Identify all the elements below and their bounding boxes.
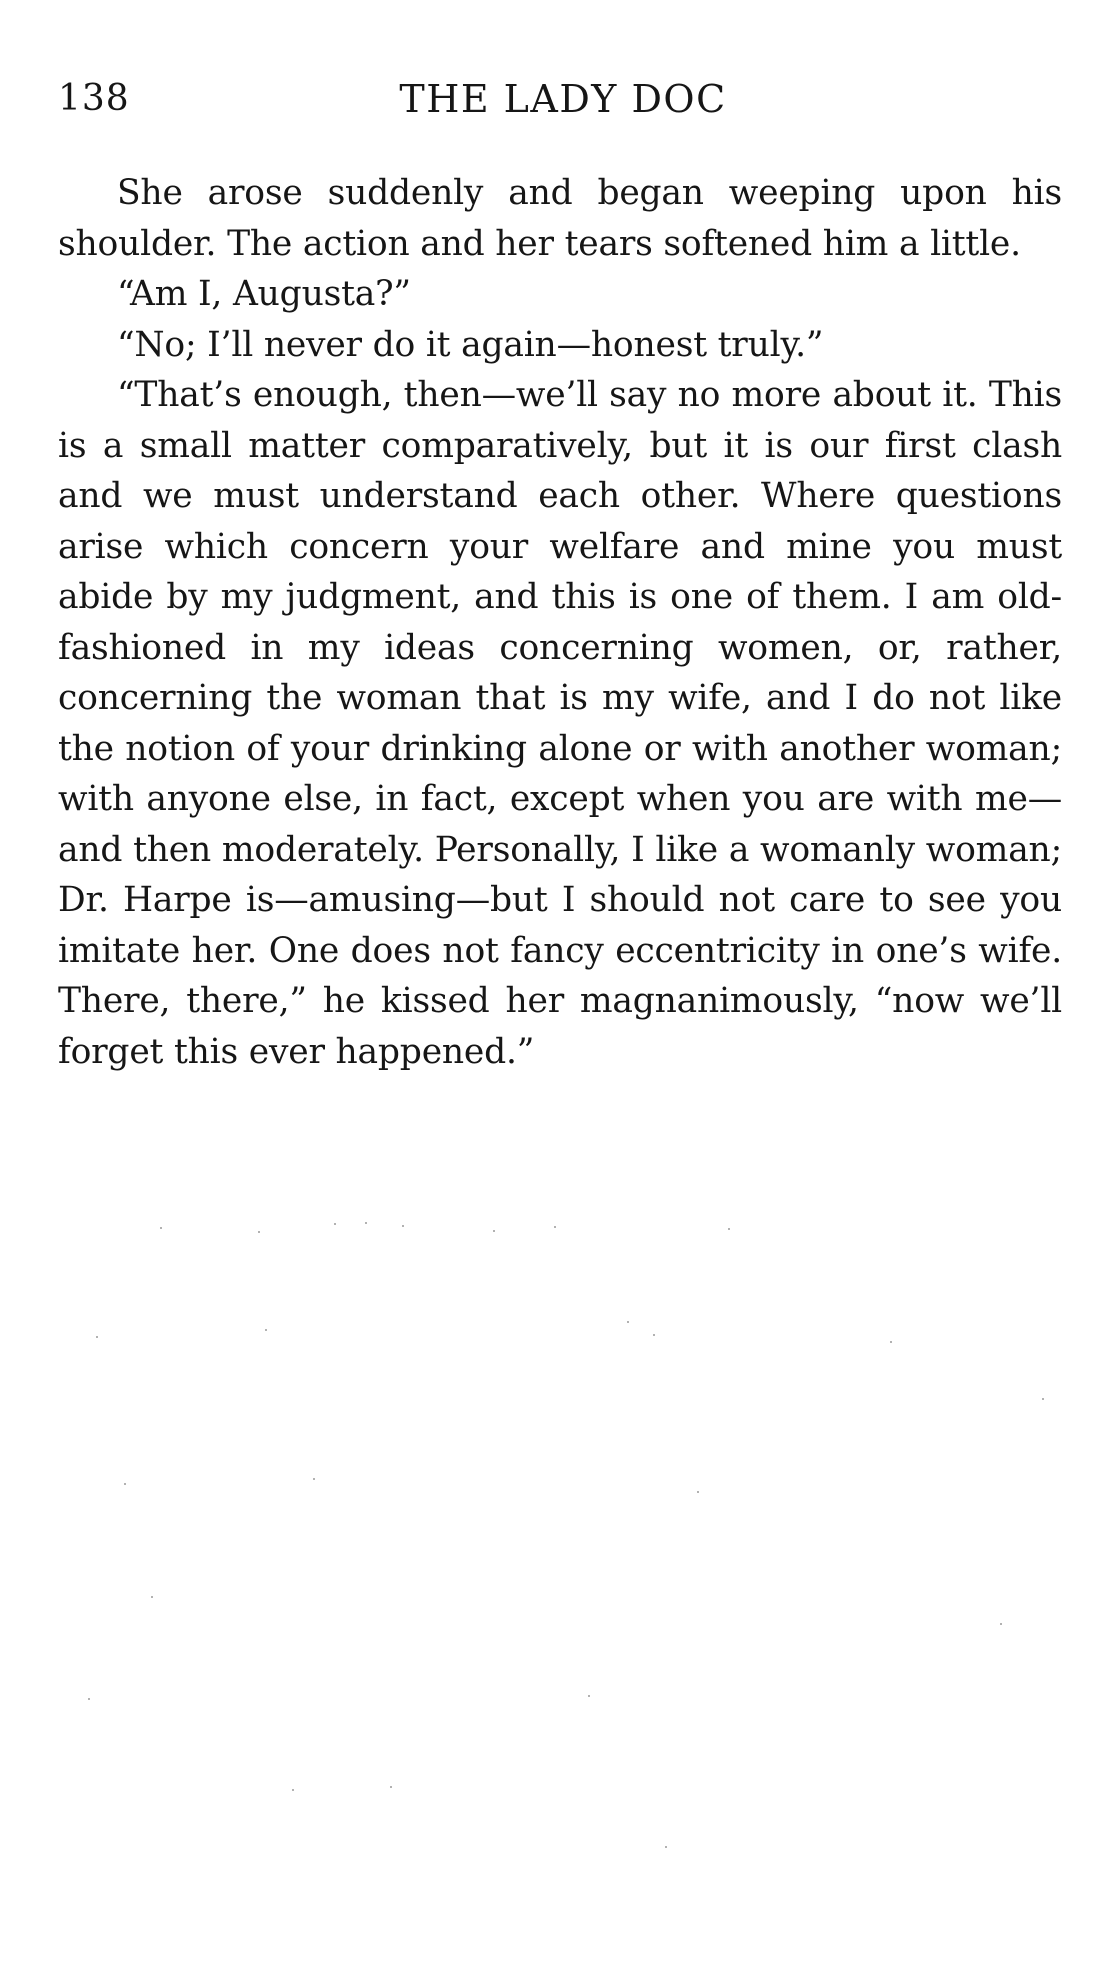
running-title: THE LADY DOC bbox=[399, 77, 727, 121]
paragraph: “That’s enough, then—we’ll say no more about it. This is a small matter comparatively, but it is our first clash and we must understand each other. Where questions arise which concern your welfare and mine you must abide by my judgment, and this is one of them. I am old-fashioned in my ideas concerning women, or, rather, concerning the woman that is my wife, and I do not like the notion of your drinking alone or with another woman; with anyone else, in fact, except when you are with me—and then moderately. Personally, I like a womanly woman; Dr. Harpe is—amusing—but I should not care to see you imitate her. One does not fancy eccentricity in one’s wife. There, there,” he kissed her magnanimously, “now we’ll forget this ever happened.” bbox=[58, 375, 1062, 1072]
page-number: 138 bbox=[58, 78, 130, 119]
paragraph: She arose suddenly and began weeping upon his shoulder. The action and her tears softened him a little. bbox=[58, 173, 1062, 264]
paragraph: “Am I, Augusta?” bbox=[117, 274, 411, 314]
running-head bbox=[58, 74, 1068, 124]
body-text bbox=[58, 168, 1062, 1077]
paragraph: “No; I’ll never do it again—honest truly.” bbox=[117, 324, 824, 365]
